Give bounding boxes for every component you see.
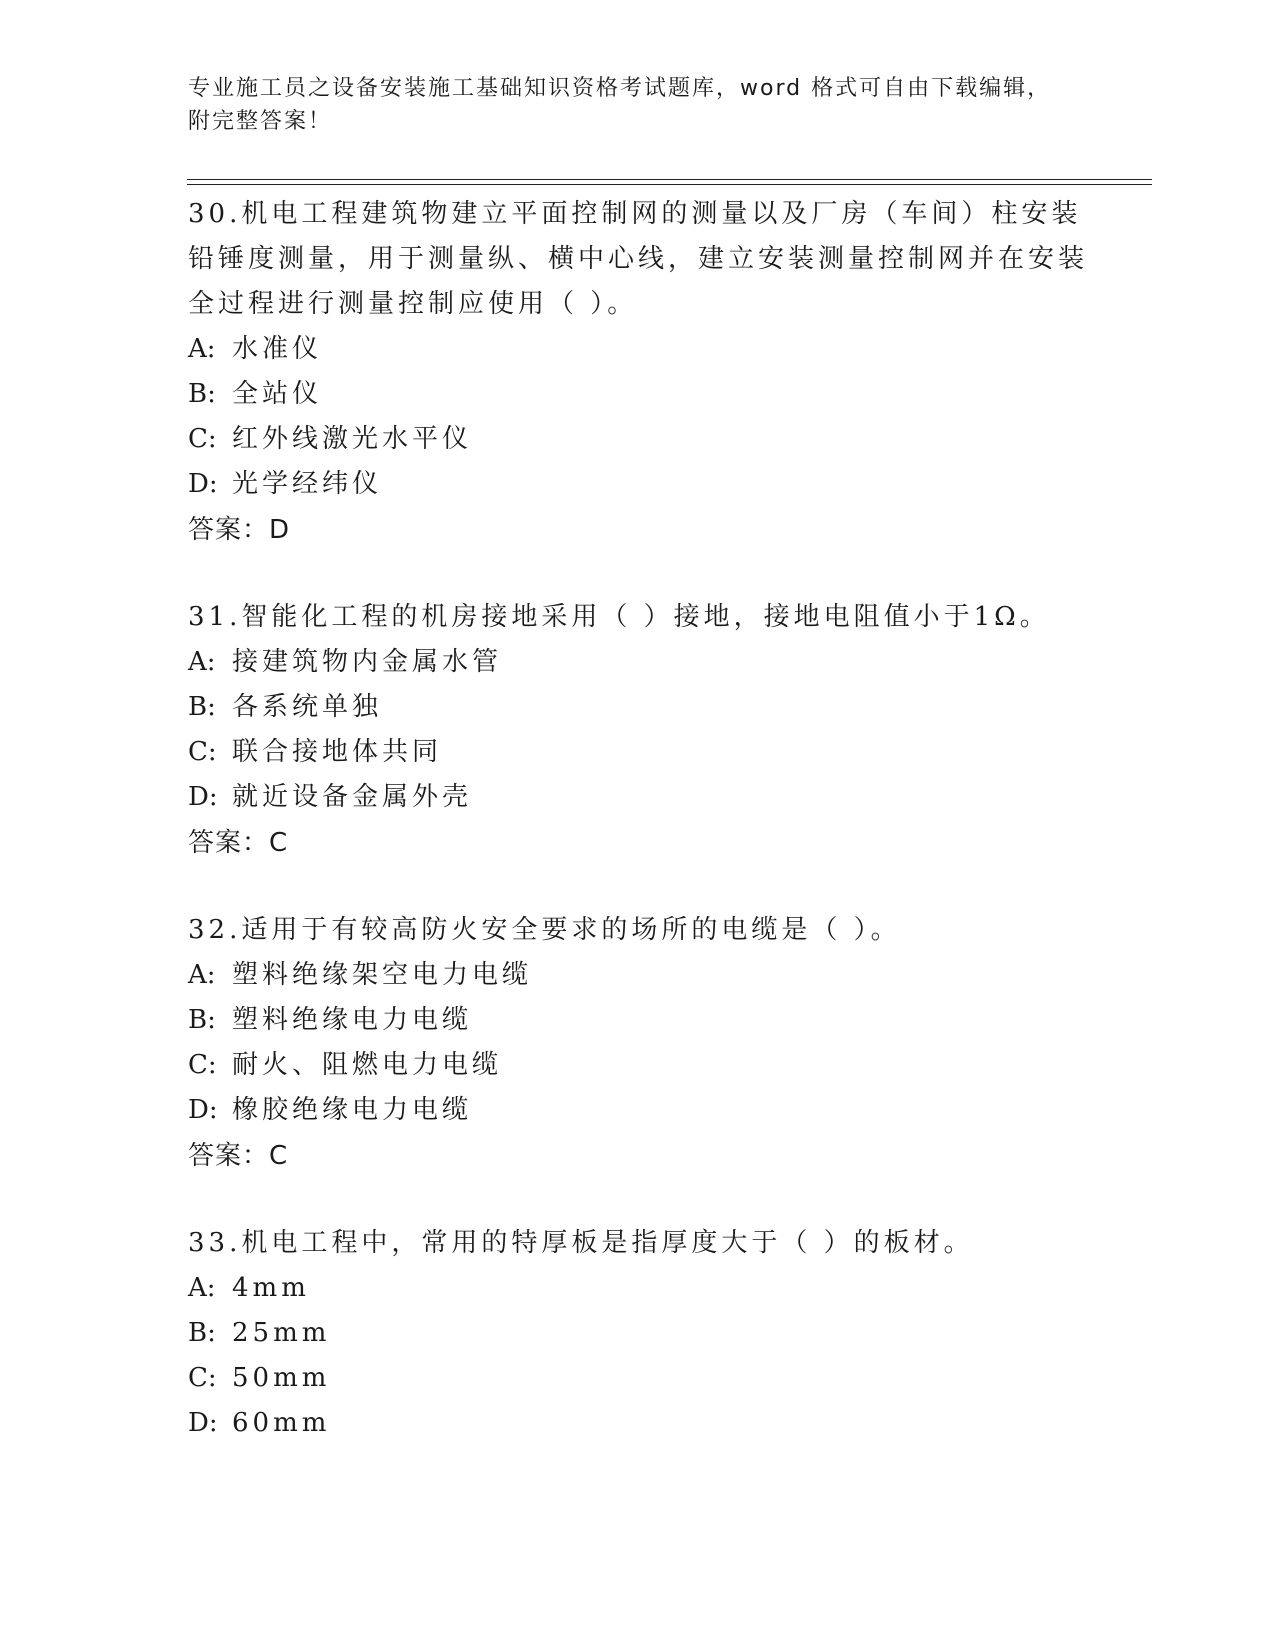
option-letter: A: (188, 334, 216, 364)
option-text: 25mm (232, 1318, 331, 1348)
option-text: 联合接地体共同 (232, 737, 443, 767)
option-text: 就近设备金属外壳 (232, 782, 473, 812)
option-c (188, 417, 1088, 462)
option-letter: B: (188, 1005, 216, 1035)
option-text: 塑料绝缘电力电缆 (232, 1005, 473, 1035)
option-letter: C: (188, 1363, 217, 1393)
option-text: 橡胶绝缘电力电缆 (232, 1095, 473, 1125)
option-letter: A: (188, 1273, 216, 1303)
question-30 (188, 192, 1088, 553)
option-text: 光学经纬仪 (232, 469, 383, 499)
option-letter: C: (188, 1050, 217, 1080)
option-b (188, 685, 1088, 730)
question-33 (188, 1221, 1088, 1446)
header-line-1: 专业施工员之设备安装施工基础知识资格考试题库，word 格式可自由下载编辑， (188, 76, 1052, 101)
option-a (188, 1266, 1088, 1311)
option-text: 4mm (232, 1273, 310, 1303)
option-letter: B: (188, 1318, 216, 1348)
question-31 (188, 595, 1088, 866)
question-stem: 33.机电工程中，常用的特厚板是指厚度大于（ ）的板材。 (188, 1228, 974, 1258)
option-letter: B: (188, 692, 216, 722)
option-d (188, 1401, 1088, 1446)
option-b (188, 372, 1088, 417)
question-stem: 30.机电工程建筑物建立平面控制网的测量以及厂房（车间）柱安装铅锤度测量，用于测量纵、横中心线，建立安装测量控制网并在安装全过程进行测量控制应使用（ ）。 (188, 199, 1089, 319)
option-b (188, 1311, 1088, 1356)
question-32 (188, 908, 1088, 1179)
option-b (188, 998, 1088, 1043)
header-line-2: 附完整答案！ (188, 109, 333, 134)
header-divider-top (187, 179, 1152, 180)
question-list (188, 192, 1088, 1488)
option-c (188, 1043, 1088, 1088)
option-letter: A: (188, 647, 216, 677)
option-a (188, 640, 1088, 685)
header-divider-bottom (187, 184, 1152, 185)
option-letter: C: (188, 737, 217, 767)
option-letter: C: (188, 424, 217, 454)
option-text: 红外线激光水平仪 (232, 424, 473, 454)
option-letter: D: (188, 1095, 218, 1125)
option-text: 全站仪 (232, 379, 323, 409)
answer-line: 答案：D (188, 515, 291, 545)
option-letter: D: (188, 1408, 218, 1438)
option-letter: B: (188, 379, 216, 409)
option-text: 接建筑物内金属水管 (232, 647, 503, 677)
option-text: 各系统单独 (232, 692, 383, 722)
option-text: 50mm (232, 1363, 331, 1393)
option-c (188, 1356, 1088, 1401)
option-d (188, 775, 1088, 820)
option-c (188, 730, 1088, 775)
option-a (188, 327, 1088, 372)
answer-line: 答案：C (188, 828, 289, 858)
answer-line: 答案：C (188, 1141, 289, 1171)
question-stem: 31.智能化工程的机房接地采用（ ）接地，接地电阻值小于1Ω。 (188, 602, 1050, 632)
document-header (188, 72, 1068, 138)
option-d (188, 462, 1088, 507)
option-text: 耐火、阻燃电力电缆 (232, 1050, 503, 1080)
option-letter: A: (188, 960, 216, 990)
option-letter: D: (188, 782, 218, 812)
option-text: 塑料绝缘架空电力电缆 (232, 960, 533, 990)
option-letter: D: (188, 469, 218, 499)
option-a (188, 953, 1088, 998)
option-text: 水准仪 (232, 334, 323, 364)
question-stem: 32.适用于有较高防火安全要求的场所的电缆是（ ）。 (188, 915, 901, 945)
option-text: 60mm (232, 1408, 331, 1438)
option-d (188, 1088, 1088, 1133)
